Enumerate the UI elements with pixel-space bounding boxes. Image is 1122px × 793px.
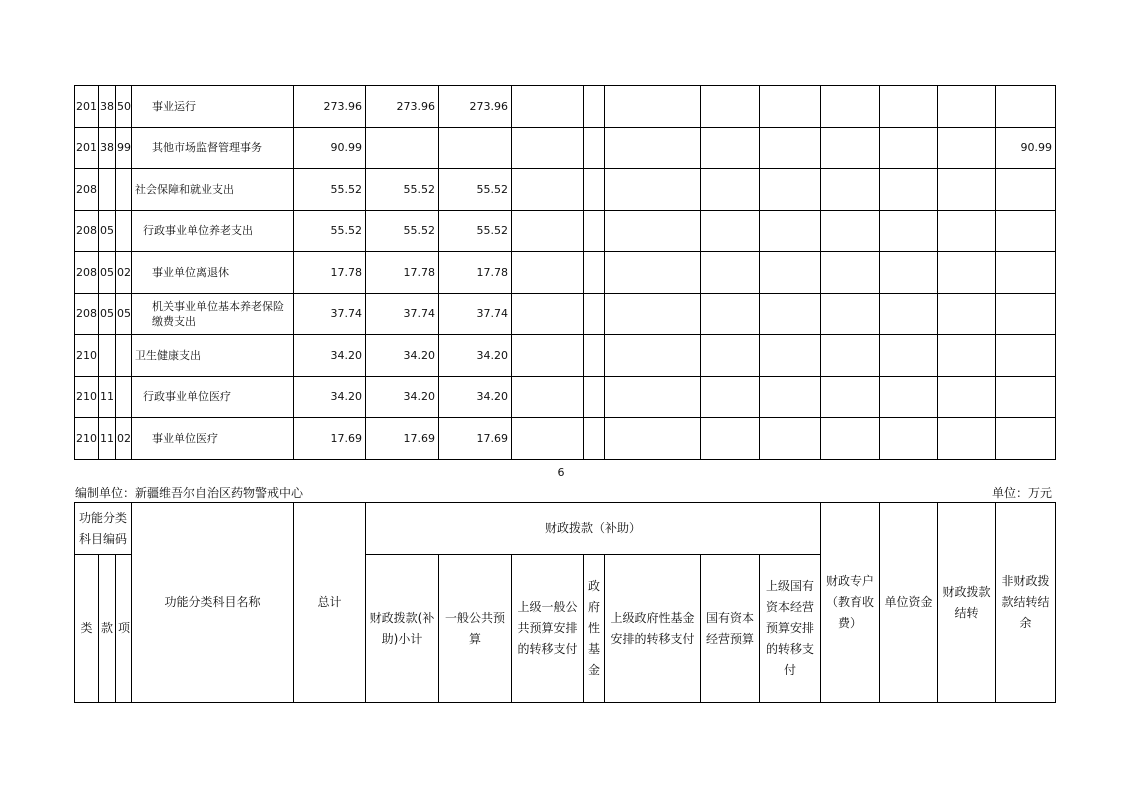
nonfiscal-carryover-value xyxy=(996,335,1056,377)
nonfiscal-carryover-value xyxy=(996,252,1056,294)
unit-funds-value xyxy=(880,127,938,169)
upper-soe-transfer-value xyxy=(760,293,821,335)
special-account-value xyxy=(821,252,880,294)
unit-funds-value xyxy=(880,376,938,418)
header-gov-fund: 政府性基金 xyxy=(584,555,605,703)
code-lei: 210 xyxy=(75,418,99,460)
compiling-unit-label: 编制单位：新疆维吾尔自治区药物警戒中心 xyxy=(75,486,304,500)
soe-budget-value xyxy=(701,293,760,335)
upper-soe-transfer-value xyxy=(760,127,821,169)
fiscal-carryover-value xyxy=(938,335,996,377)
soe-budget-value xyxy=(701,335,760,377)
upper-general-transfer-value xyxy=(512,376,584,418)
code-lei: 208 xyxy=(75,252,99,294)
upper-soe-transfer-value xyxy=(760,252,821,294)
fiscal-subtotal-value: 17.78 xyxy=(366,252,439,294)
upper-general-transfer-value xyxy=(512,169,584,211)
fiscal-subtotal-value xyxy=(366,127,439,169)
upper-soe-transfer-value xyxy=(760,210,821,252)
header-unit-funds: 单位资金 xyxy=(880,503,938,703)
general-budget-value: 34.20 xyxy=(439,335,512,377)
upper-soe-transfer-value xyxy=(760,335,821,377)
code-kuan: 38 xyxy=(99,86,116,128)
upper-general-transfer-value xyxy=(512,293,584,335)
gov-fund-value xyxy=(584,169,605,211)
upper-general-transfer-value xyxy=(512,252,584,294)
total-value: 37.74 xyxy=(294,293,366,335)
gov-fund-value xyxy=(584,376,605,418)
subject-name: 其他市场监督管理事务 xyxy=(132,127,294,169)
special-account-value xyxy=(821,210,880,252)
header-fiscal-subtotal: 财政拨款(补助)小计 xyxy=(366,555,439,703)
upper-general-transfer-value xyxy=(512,210,584,252)
code-kuan: 11 xyxy=(99,418,116,460)
code-xiang xyxy=(116,210,132,252)
upper-soe-transfer-value xyxy=(760,418,821,460)
nonfiscal-carryover-value xyxy=(996,418,1056,460)
total-value: 55.52 xyxy=(294,210,366,252)
code-xiang: 02 xyxy=(116,252,132,294)
subject-name: 事业单位医疗 xyxy=(132,418,294,460)
code-lei: 210 xyxy=(75,376,99,418)
header-upper-soe-transfer: 上级国有资本经营预算安排的转移支付 xyxy=(760,555,821,703)
general-budget-value xyxy=(439,127,512,169)
fiscal-carryover-value xyxy=(938,376,996,418)
page-number: 6 xyxy=(557,466,565,479)
gov-fund-value xyxy=(584,252,605,294)
unit-funds-value xyxy=(880,335,938,377)
unit-funds-value xyxy=(880,293,938,335)
total-value: 34.20 xyxy=(294,376,366,418)
code-lei: 210 xyxy=(75,335,99,377)
header-xiang: 项 xyxy=(116,555,132,703)
header-fiscal-group: 财政拨款（补助） xyxy=(366,503,821,555)
code-xiang xyxy=(116,169,132,211)
fiscal-subtotal-value: 17.69 xyxy=(366,418,439,460)
gov-fund-value xyxy=(584,127,605,169)
code-lei: 208 xyxy=(75,169,99,211)
subject-name: 行政事业单位养老支出 xyxy=(132,210,294,252)
special-account-value xyxy=(821,418,880,460)
general-budget-value: 17.69 xyxy=(439,418,512,460)
code-lei: 201 xyxy=(75,127,99,169)
upper-fund-transfer-value xyxy=(605,293,701,335)
upper-fund-transfer-value xyxy=(605,418,701,460)
code-kuan xyxy=(99,169,116,211)
header-table xyxy=(74,502,1056,703)
soe-budget-value xyxy=(701,210,760,252)
general-budget-value: 55.52 xyxy=(439,169,512,211)
nonfiscal-carryover-value xyxy=(996,293,1056,335)
table-row xyxy=(75,210,1056,252)
general-budget-value: 34.20 xyxy=(439,376,512,418)
header-fiscal-carryover: 财政拨款结转 xyxy=(938,503,996,703)
upper-general-transfer-value xyxy=(512,335,584,377)
code-xiang: 50 xyxy=(116,86,132,128)
fiscal-carryover-value xyxy=(938,86,996,128)
total-value: 17.78 xyxy=(294,252,366,294)
code-kuan: 05 xyxy=(99,293,116,335)
gov-fund-value xyxy=(584,210,605,252)
soe-budget-value xyxy=(701,169,760,211)
header-special-account: 财政专户（教育收费） xyxy=(821,503,880,703)
upper-soe-transfer-value xyxy=(760,376,821,418)
upper-fund-transfer-value xyxy=(605,210,701,252)
soe-budget-value xyxy=(701,418,760,460)
code-xiang: 05 xyxy=(116,293,132,335)
table-row xyxy=(75,127,1056,169)
code-kuan: 38 xyxy=(99,127,116,169)
header-soe-budget: 国有资本经营预算 xyxy=(701,555,760,703)
fiscal-carryover-value xyxy=(938,418,996,460)
code-xiang xyxy=(116,335,132,377)
currency-unit-label: 单位：万元 xyxy=(991,486,1052,500)
table-row xyxy=(75,335,1056,377)
upper-fund-transfer-value xyxy=(605,376,701,418)
special-account-value xyxy=(821,127,880,169)
code-kuan: 05 xyxy=(99,210,116,252)
code-kuan: 11 xyxy=(99,376,116,418)
soe-budget-value xyxy=(701,376,760,418)
unit-funds-value xyxy=(880,210,938,252)
fiscal-subtotal-value: 273.96 xyxy=(366,86,439,128)
general-budget-value: 37.74 xyxy=(439,293,512,335)
subject-name: 事业运行 xyxy=(132,86,294,128)
code-lei: 201 xyxy=(75,86,99,128)
fiscal-subtotal-value: 55.52 xyxy=(366,210,439,252)
code-kuan: 05 xyxy=(99,252,116,294)
nonfiscal-carryover-value xyxy=(996,376,1056,418)
nonfiscal-carryover-value xyxy=(996,86,1056,128)
special-account-value xyxy=(821,335,880,377)
code-lei: 208 xyxy=(75,210,99,252)
upper-fund-transfer-value xyxy=(605,86,701,128)
code-kuan xyxy=(99,335,116,377)
soe-budget-value xyxy=(701,86,760,128)
header-general-budget: 一般公共预算 xyxy=(439,555,512,703)
subject-name: 行政事业单位医疗 xyxy=(132,376,294,418)
general-budget-value: 273.96 xyxy=(439,86,512,128)
table-row xyxy=(75,418,1056,460)
general-budget-value: 17.78 xyxy=(439,252,512,294)
data-table xyxy=(74,85,1056,460)
general-budget-value: 55.52 xyxy=(439,210,512,252)
header-code-group: 功能分类科目编码 xyxy=(75,503,132,555)
fiscal-subtotal-value: 55.52 xyxy=(366,169,439,211)
unit-funds-value xyxy=(880,86,938,128)
total-value: 55.52 xyxy=(294,169,366,211)
upper-soe-transfer-value xyxy=(760,169,821,211)
upper-fund-transfer-value xyxy=(605,252,701,294)
fiscal-subtotal-value: 34.20 xyxy=(366,376,439,418)
special-account-value xyxy=(821,86,880,128)
fiscal-subtotal-value: 37.74 xyxy=(366,293,439,335)
subject-name: 卫生健康支出 xyxy=(132,335,294,377)
unit-funds-value xyxy=(880,418,938,460)
header-nonfiscal-carryover: 非财政拨款结转结余 xyxy=(996,503,1056,703)
fiscal-carryover-value xyxy=(938,293,996,335)
total-value: 90.99 xyxy=(294,127,366,169)
nonfiscal-carryover-value: 90.99 xyxy=(996,127,1056,169)
subject-name: 社会保障和就业支出 xyxy=(132,169,294,211)
fiscal-carryover-value xyxy=(938,210,996,252)
subject-name: 事业单位离退休 xyxy=(132,252,294,294)
header-kuan: 款 xyxy=(99,555,116,703)
fiscal-carryover-value xyxy=(938,252,996,294)
upper-general-transfer-value xyxy=(512,418,584,460)
header-total: 总计 xyxy=(294,503,366,703)
header-upper-fund-transfer: 上级政府性基金安排的转移支付 xyxy=(605,555,701,703)
upper-fund-transfer-value xyxy=(605,127,701,169)
table-row xyxy=(75,293,1056,335)
special-account-value xyxy=(821,376,880,418)
nonfiscal-carryover-value xyxy=(996,169,1056,211)
subject-name: 机关事业单位基本养老保险缴费支出 xyxy=(132,293,294,335)
code-xiang: 99 xyxy=(116,127,132,169)
upper-soe-transfer-value xyxy=(760,86,821,128)
fiscal-carryover-value xyxy=(938,127,996,169)
header-upper-general-transfer: 上级一般公共预算安排的转移支付 xyxy=(512,555,584,703)
header-subject-name: 功能分类科目名称 xyxy=(132,503,294,703)
gov-fund-value xyxy=(584,418,605,460)
fiscal-carryover-value xyxy=(938,169,996,211)
code-xiang: 02 xyxy=(116,418,132,460)
total-value: 34.20 xyxy=(294,335,366,377)
table-row xyxy=(75,252,1056,294)
code-xiang xyxy=(116,376,132,418)
soe-budget-value xyxy=(701,127,760,169)
special-account-value xyxy=(821,169,880,211)
table-row xyxy=(75,169,1056,211)
upper-general-transfer-value xyxy=(512,86,584,128)
fiscal-subtotal-value: 34.20 xyxy=(366,335,439,377)
gov-fund-value xyxy=(584,335,605,377)
unit-funds-value xyxy=(880,169,938,211)
gov-fund-value xyxy=(584,86,605,128)
table-row xyxy=(75,86,1056,128)
table-row xyxy=(75,376,1056,418)
gov-fund-value xyxy=(584,293,605,335)
soe-budget-value xyxy=(701,252,760,294)
code-lei: 208 xyxy=(75,293,99,335)
nonfiscal-carryover-value xyxy=(996,210,1056,252)
special-account-value xyxy=(821,293,880,335)
upper-general-transfer-value xyxy=(512,127,584,169)
total-value: 17.69 xyxy=(294,418,366,460)
unit-funds-value xyxy=(880,252,938,294)
upper-fund-transfer-value xyxy=(605,335,701,377)
header-lei: 类 xyxy=(75,555,99,703)
total-value: 273.96 xyxy=(294,86,366,128)
upper-fund-transfer-value xyxy=(605,169,701,211)
